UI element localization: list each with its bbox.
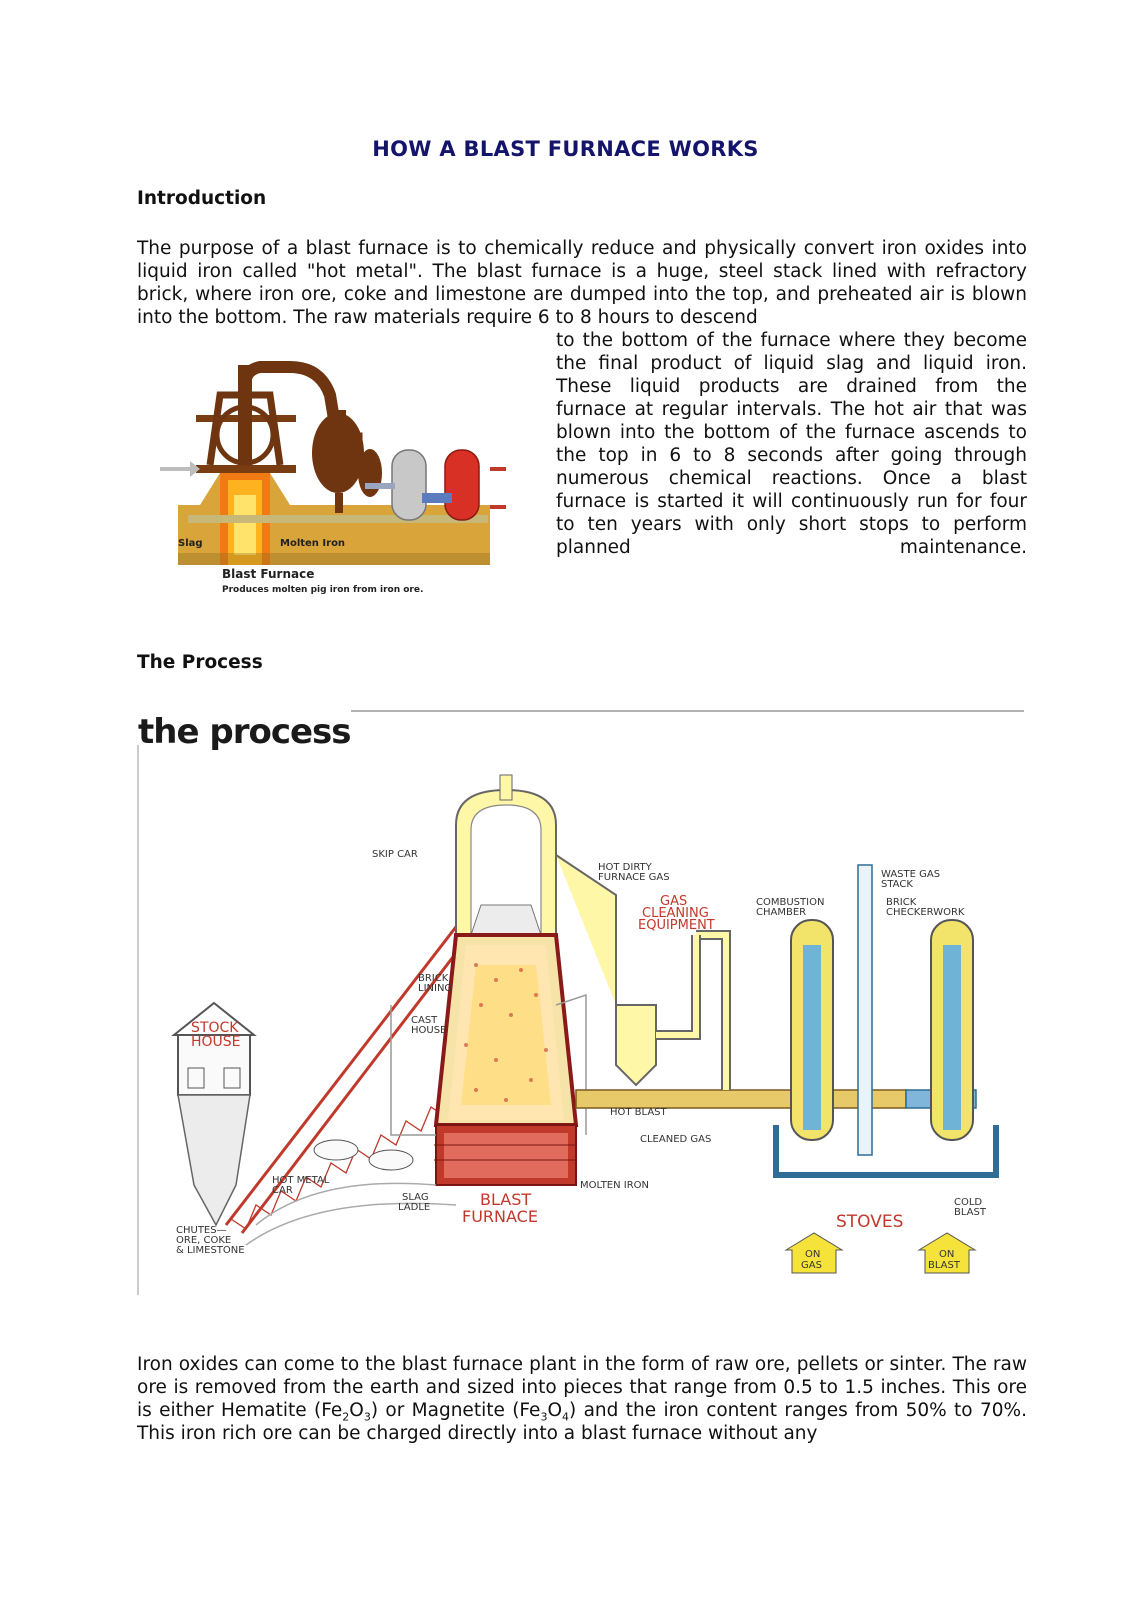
- intro-paragraph: The purpose of a blast furnace is to chemically reduce and physically convert iron oxides into liquid iron called "hot metal". The blast furnace is a huge, steel stack lined with refractory brick, where iron ore, coke and limestone are dumped into the top, and preheated air is blown into the bottom. The raw materials require 6 to 8 hours to descend: [137, 238, 1027, 328]
- cast-house-label-2: HOUSE: [411, 1025, 447, 1036]
- chutes-label-3: & LIMESTONE: [176, 1245, 245, 1256]
- on-blast-badge: [919, 1233, 975, 1273]
- brick-checkerwork-label-2: CHECKERWORK: [886, 907, 965, 918]
- combustion-chamber-label-1: COMBUSTION: [756, 897, 825, 908]
- svg-text:BLAST: BLAST: [928, 1260, 960, 1271]
- section-heading-process: The Process: [137, 652, 263, 673]
- slag-ladle-label-1: SLAG: [402, 1192, 429, 1203]
- hot-metal-car-label-2: CAR: [272, 1185, 293, 1196]
- stock-house-label-2: HOUSE: [191, 1034, 241, 1050]
- slag-label: Slag: [178, 538, 203, 549]
- stock-house-label-1: STOCK: [191, 1020, 239, 1036]
- furnace-stack: [434, 935, 576, 1185]
- cold-blast-label-2: BLAST: [954, 1207, 986, 1218]
- cast-house-label-1: CAST: [411, 1015, 438, 1026]
- brick-lining-label-2: LINING: [418, 983, 453, 994]
- hot-metal-car-label-1: HOT METAL: [272, 1175, 330, 1186]
- gas-cleaning-label-2: CLEANING: [642, 906, 709, 921]
- on-gas-badge: [786, 1233, 842, 1273]
- slag-ladle-label-2: LADLE: [398, 1202, 431, 1213]
- skip-car-label: SKIP CAR: [372, 849, 418, 860]
- cleaned-gas-label: CLEANED GAS: [640, 1134, 712, 1145]
- chutes-label-2: ORE, COKE: [176, 1235, 232, 1246]
- waste-gas-stack-label-1: WASTE GAS: [881, 869, 941, 880]
- stoves-label: STOVES: [836, 1212, 904, 1232]
- hot-blast-label: HOT BLAST: [610, 1107, 667, 1118]
- waste-gas-stack-label-2: STACK: [881, 879, 913, 890]
- page-title: HOW A BLAST FURNACE WORKS: [372, 137, 759, 161]
- section-heading-introduction: Introduction: [137, 188, 267, 209]
- svg-text:GAS: GAS: [801, 1260, 822, 1271]
- brick-checkerwork-label-1: BRICK: [886, 897, 917, 908]
- svg-text:ON: ON: [805, 1249, 821, 1260]
- cold-blast-label-1: COLD: [954, 1197, 983, 1208]
- gas-cleaning-label-1: GAS: [660, 894, 688, 909]
- brick-lining-label-1: BRICK: [418, 973, 449, 984]
- stock-house: [174, 1003, 254, 1225]
- blast-furnace-label-2: FURNACE: [462, 1207, 538, 1226]
- molten-iron-label: MOLTEN IRON: [580, 1180, 650, 1191]
- blast-furnace-label-1: BLAST: [480, 1190, 532, 1209]
- hot-blast-main: [576, 1090, 976, 1108]
- diagram-header: the process: [138, 712, 351, 752]
- blast-furnace-figure: [160, 355, 530, 615]
- process-paragraph: Iron oxides can come to the blast furnace plant in the form of raw ore, pellets or sinter. The raw ore is removed from the earth and sized into pieces that range from 0.5 to 1.5 inches. This ore is either Hematite $(Fe_2O_3)$ or Magnetite $(Fe_3O_4)$ and the iron content ranges from 50% to 70%. This iron rich ore can be charged directly into a blast furnace without any: [137, 1354, 1027, 1444]
- combustion-chamber-label-2: CHAMBER: [756, 907, 807, 918]
- gas-cleaning-equipment: [656, 935, 726, 1090]
- svg-text:ON: ON: [939, 1249, 955, 1260]
- hot-dirty-gas-label-2: FURNACE GAS: [598, 872, 670, 883]
- caption-title: Blast Furnace: [222, 567, 315, 581]
- caption-subtitle: Produces molten pig iron from iron ore.: [222, 585, 424, 595]
- gas-cleaning-label-3: EQUIPMENT: [638, 918, 715, 933]
- process-diagram: [136, 705, 1024, 1310]
- intro-paragraph-continued: to the bottom of the furnace where they become the final product of liquid slag and liquid iron. These liquid products are drained from the furnace at regular intervals. The hot air that was blown into the bottom of the furnace ascends to the top in 6 to 8 seconds after going through numerous chemical reactions. Once a blast furnace is started it will continuously run for four to ten years with only short stops to perform planned maintenance.: [556, 330, 1027, 558]
- molten-iron-label: Molten Iron: [280, 538, 346, 549]
- chutes-label-1: CHUTES—: [176, 1225, 227, 1236]
- hot-dirty-gas-label-1: HOT DIRTY: [598, 862, 652, 873]
